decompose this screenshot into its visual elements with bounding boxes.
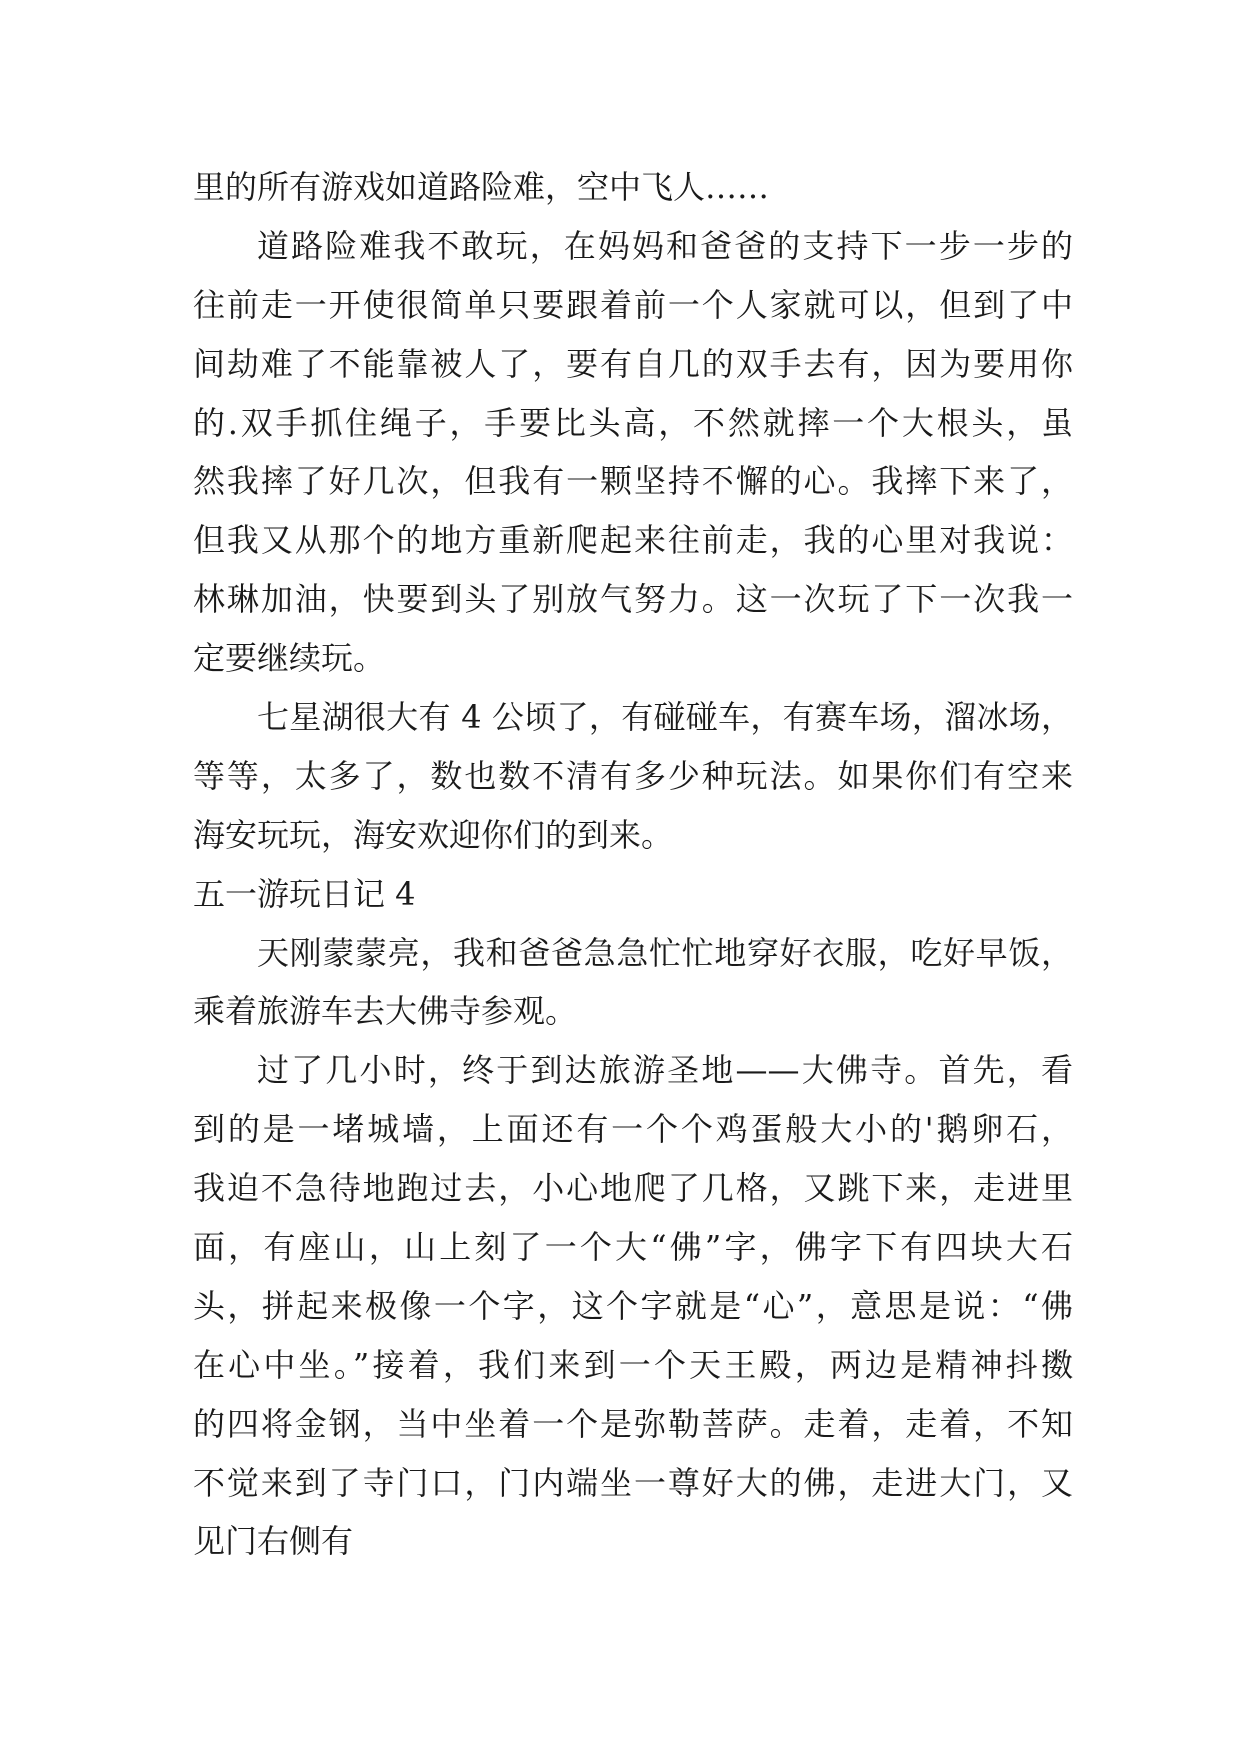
text-line: 里的所有游戏如道路险难，空中飞人…… <box>193 168 770 206</box>
paragraph-start-line: 道路险难我不敢玩，在妈妈和爸爸的支持下一步一步的 <box>257 226 1073 265</box>
paragraph-start-line: 天刚蒙蒙亮，我和爸爸急急忙忙地穿好衣服，吃好早饭， <box>257 933 1073 972</box>
text-line: 头，拼起来极像一个字，这个字就是“心”，意思是说：“佛 <box>193 1286 1073 1325</box>
text-line: 我迫不急待地跑过去，小心地爬了几格，又跳下来，走进里 <box>193 1169 1073 1208</box>
text-line: 定要继续玩。 <box>193 639 386 678</box>
document-body <box>193 158 1073 1571</box>
text-line: 林琳加油，快要到头了别放气努力。这一次玩了下一次我一 <box>193 580 1073 619</box>
text-line: 间劫难了不能靠被人了，要有自几的双手去有，因为要用你 <box>193 344 1073 383</box>
paragraph-start-line: 七星湖很大有 4 公顷了，有碰碰车，有赛车场，溜冰场， <box>257 698 1073 737</box>
text-line: 但我又从那个的地方重新爬起来往前走，我的心里对我说： <box>193 521 1073 560</box>
paragraph-start-line: 过了几小时，终于到达旅游圣地——大佛寺。首先，看 <box>257 1051 1073 1090</box>
text-line: 乘着旅游车去大佛寺参观。 <box>193 992 578 1031</box>
text-line: 面，有座山，山上刻了一个大“佛”字，佛字下有四块大石 <box>193 1228 1073 1267</box>
text-line: 见门右侧有 <box>193 1522 354 1561</box>
text-line: 到的是一堵城墙，上面还有一个个鸡蛋般大小的'鹅卵石， <box>193 1110 1073 1149</box>
text-line: 不觉来到了寺门口，门内端坐一尊好大的佛，走进大门，又 <box>193 1463 1073 1502</box>
text-line: 的.双手抓住绳子，手要比头高，不然就摔一个大根头，虽 <box>193 403 1073 442</box>
text-line: 海安玩玩，海安欢迎你们的到来。 <box>193 815 674 854</box>
section-heading: 五一游玩日记 4 <box>193 874 416 913</box>
text-line: 然我摔了好几次，但我有一颗坚持不懈的心。我摔下来了， <box>193 462 1073 501</box>
text-line: 往前走一开使很简单只要跟着前一个人家就可以，但到了中 <box>193 285 1073 324</box>
text-line: 的四将金钢，当中坐着一个是弥勒菩萨。走着，走着，不知 <box>193 1404 1073 1443</box>
text-line: 等等，太多了，数也数不清有多少种玩法。如果你们有空来 <box>193 756 1073 795</box>
text-line: 在心中坐。”接着，我们来到一个天王殿，两边是精神抖擞 <box>193 1345 1073 1384</box>
